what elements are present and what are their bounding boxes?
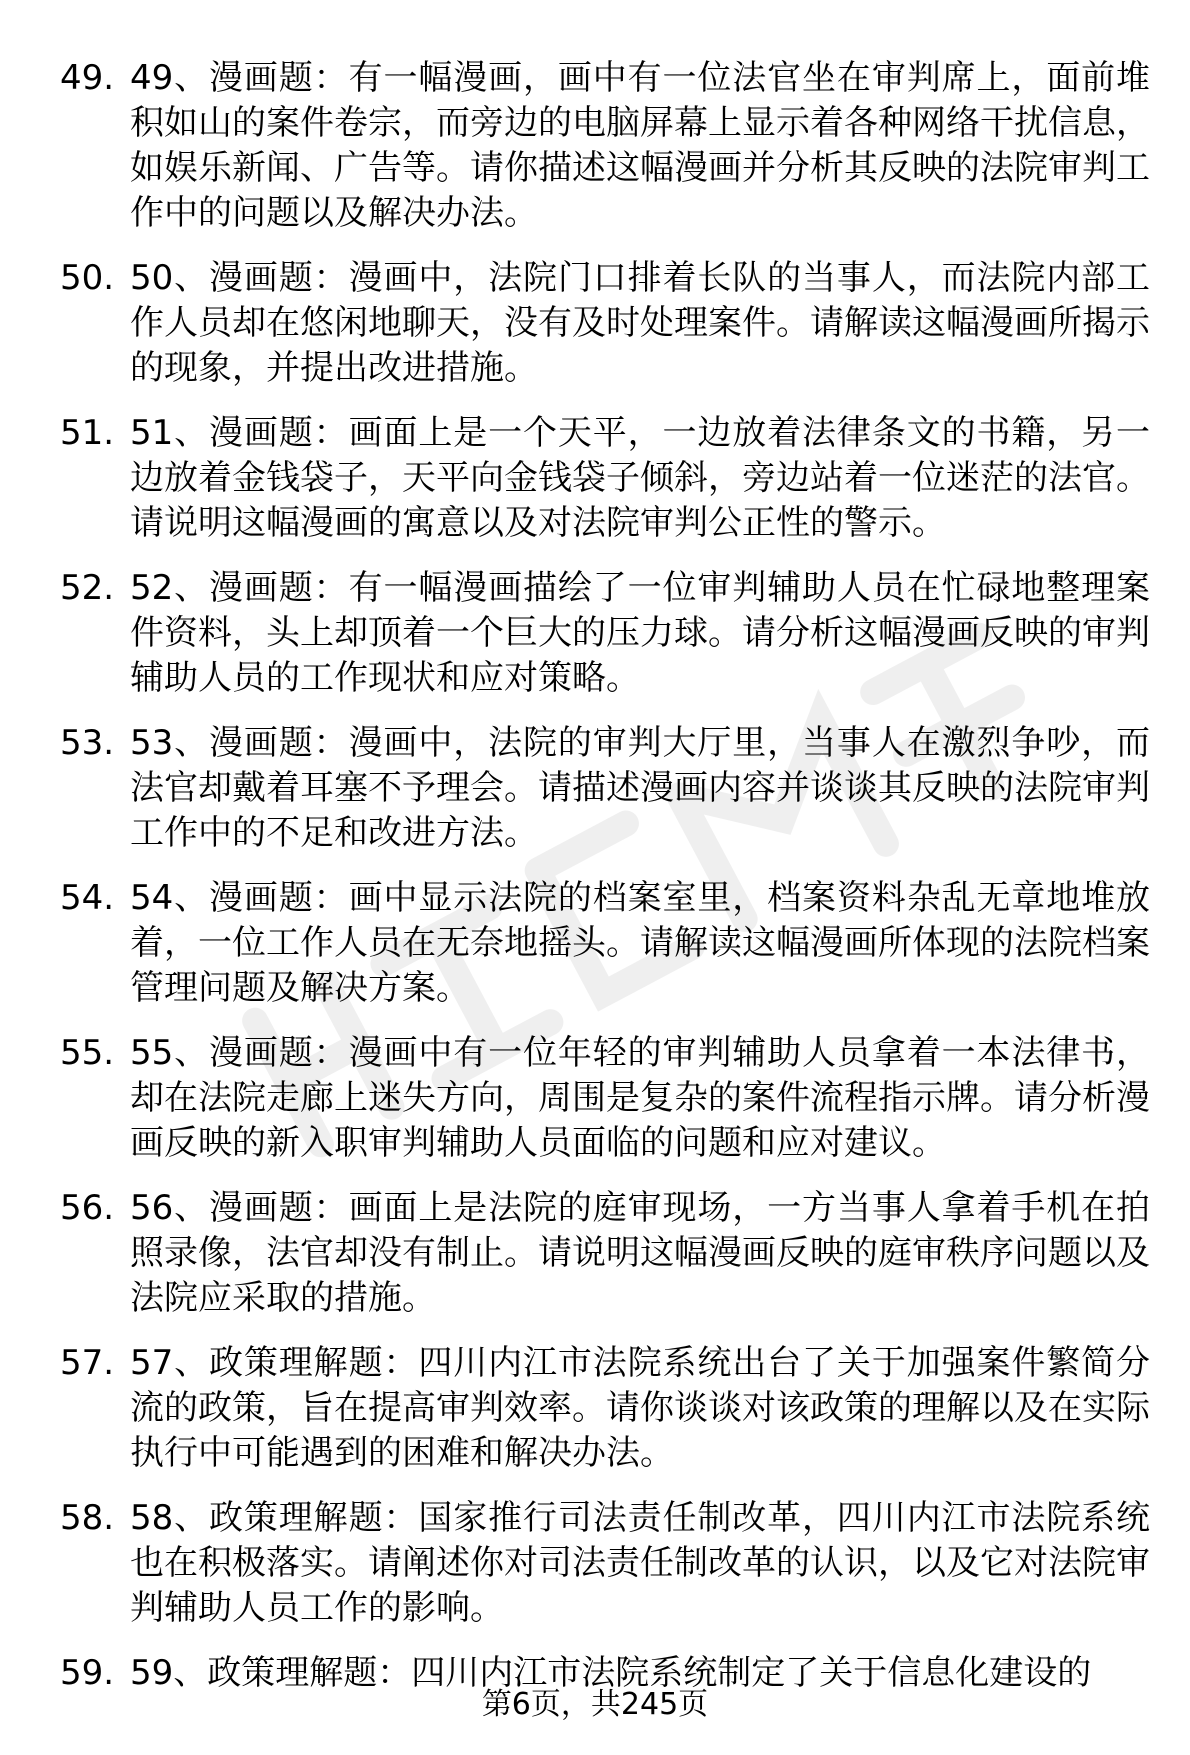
question-text: 50、漫画题：漫画中，法院门口排着长队的当事人，而法院内部工作人员却在悠闲地聊天，没有及时处理案件。请解读这幅漫画所揭示的现象，并提出改进措施。 xyxy=(130,258,1150,388)
page-footer: 第6页，共245页 xyxy=(481,1687,709,1722)
question-number: 53. xyxy=(60,723,115,763)
question-text: 54、漫画题：画中显示法院的档案室里，档案资料杂乱无章地堆放着，一位工作人员在无奈地摇头。请解读这幅漫画所体现的法院档案管理问题及解决方案。 xyxy=(130,878,1150,1008)
question-text: 56、漫画题：画面上是法院的庭审现场，一方当事人拿着手机在拍照录像，法官却没有制止。请说明这幅漫画反映的庭审秩序问题以及法院应采取的措施。 xyxy=(130,1188,1150,1318)
question-item xyxy=(60,56,1150,236)
question-item xyxy=(60,1031,1150,1166)
question-number: 55. xyxy=(60,1033,115,1073)
question-item xyxy=(60,1341,1150,1476)
question-list xyxy=(60,56,1150,1716)
question-number: 58. xyxy=(60,1498,115,1538)
question-item xyxy=(60,1496,1150,1631)
question-text: 57、政策理解题：四川内江市法院系统出台了关于加强案件繁简分流的政策，旨在提高审判效率。请你谈谈对该政策的理解以及在实际执行中可能遇到的困难和解决办法。 xyxy=(130,1343,1150,1473)
question-text: 53、漫画题：漫画中，法院的审判大厅里，当事人在激烈争吵，而法官却戴着耳塞不予理会。请描述漫画内容并谈谈其反映的法院审判工作中的不足和改进方法。 xyxy=(130,723,1150,853)
question-number: 51. xyxy=(60,413,115,453)
question-number: 54. xyxy=(60,878,115,918)
question-item xyxy=(60,721,1150,856)
question-item xyxy=(60,256,1150,391)
question-number: 56. xyxy=(60,1188,115,1228)
question-number: 59. xyxy=(60,1653,115,1693)
question-text: 55、漫画题：漫画中有一位年轻的审判辅助人员拿着一本法律书，却在法院走廊上迷失方向，周围是复杂的案件流程指示牌。请分析漫画反映的新入职审判辅助人员面临的问题和应对建议。 xyxy=(130,1033,1150,1163)
question-item xyxy=(60,876,1150,1011)
question-number: 52. xyxy=(60,568,115,608)
question-number: 49. xyxy=(60,58,115,98)
question-number: 57. xyxy=(60,1343,115,1383)
question-text: 59、政策理解题：四川内江市法院系统制定了关于信息化建设的 xyxy=(130,1653,1092,1693)
question-item xyxy=(60,1186,1150,1321)
question-item xyxy=(60,411,1150,546)
question-text: 58、政策理解题：国家推行司法责任制改革，四川内江市法院系统也在积极落实。请阐述你对司法责任制改革的认识，以及它对法院审判辅助人员工作的影响。 xyxy=(130,1498,1150,1628)
question-number: 50. xyxy=(60,258,115,298)
question-text: 49、漫画题：有一幅漫画，画中有一位法官坐在审判席上，面前堆积如山的案件卷宗，而旁边的电脑屏幕上显示着各种网络干扰信息，如娱乐新闻、广告等。请你描述这幅漫画并分析其反映的法院审判工作中的问题以及解决办法。 xyxy=(130,58,1150,233)
question-text: 52、漫画题：有一幅漫画描绘了一位审判辅助人员在忙碌地整理案件资料，头上却顶着一个巨大的压力球。请分析这幅漫画反映的审判辅助人员的工作现状和应对策略。 xyxy=(130,568,1150,698)
question-item xyxy=(60,566,1150,701)
question-text: 51、漫画题：画面上是一个天平，一边放着法律条文的书籍，另一边放着金钱袋子，天平向金钱袋子倾斜，旁边站着一位迷茫的法官。请说明这幅漫画的寓意以及对法院审判公正性的警示。 xyxy=(130,413,1150,543)
